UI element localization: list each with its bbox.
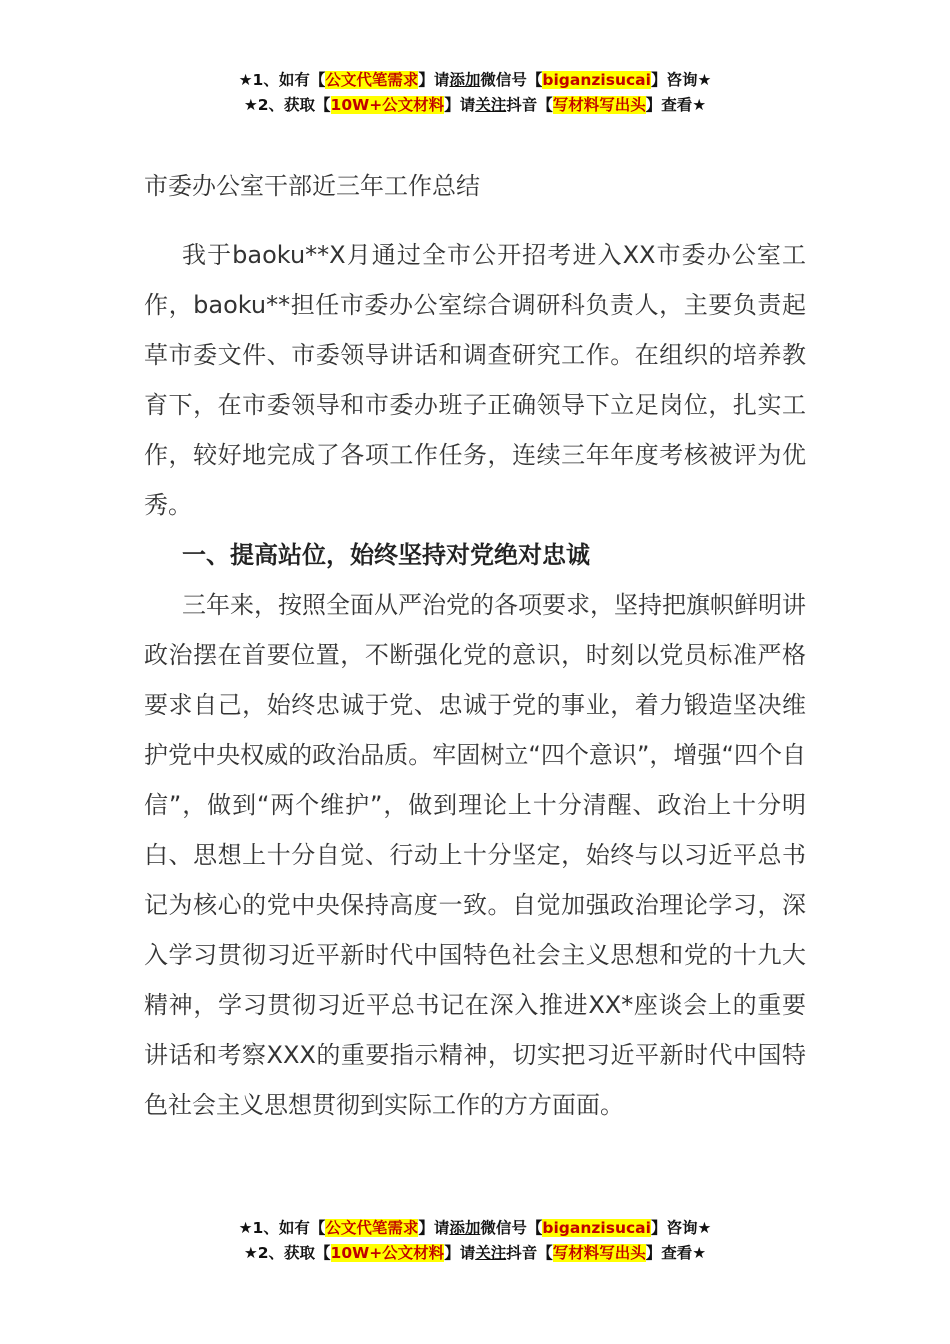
section-heading: 一、提高站位，始终坚持对党绝对忠诚 (182, 541, 590, 569)
banner-underline: 关注 (475, 96, 507, 114)
banner-text: ★1、如有【 (238, 1219, 326, 1237)
banner-line-1 (0, 68, 950, 93)
banner-highlight: 10W+公文材料 (330, 1244, 445, 1262)
footer-banner (0, 1216, 950, 1266)
banner-highlight: 10W+公文材料 (330, 96, 445, 114)
banner-text: 微信号【 (480, 71, 543, 89)
document-title: 市委办公室干部近三年工作总结 (144, 172, 480, 200)
banner-highlight: 写材料写出头 (552, 1244, 646, 1262)
banner-highlight: 公文代笔需求 (325, 71, 419, 89)
banner-highlight: biganzisucai (542, 71, 651, 89)
document-body (144, 230, 806, 1130)
banner-line-2 (0, 1241, 950, 1266)
banner-underline: 添加 (449, 71, 481, 89)
banner-line-1 (0, 1216, 950, 1241)
banner-underline: 添加 (449, 1219, 481, 1237)
banner-text: 抖音【 (506, 96, 553, 114)
banner-text: 】咨询★ (650, 71, 712, 89)
banner-text: ★2、获取【 (243, 96, 331, 114)
banner-text: 微信号【 (480, 1219, 543, 1237)
banner-text: 】请 (418, 71, 450, 89)
banner-text: 】咨询★ (650, 1219, 712, 1237)
paragraph-intro: 我于baoku**X月通过全市公开招考进入XX市委办公室工作，baoku**担任市委办公室综合调研科负责人，主要负责起草市委文件、市委领导讲话和调查研究工作。在组织的培养教育下，在市委领导和市委办班子正确领导下立足岗位，扎实工作，较好地完成了各项工作任务，连续三年年度考核被评为优秀。 (144, 241, 806, 519)
banner-text: 】请 (418, 1219, 450, 1237)
banner-line-2 (0, 93, 950, 118)
banner-highlight: 公文代笔需求 (325, 1219, 419, 1237)
banner-underline: 关注 (475, 1244, 507, 1262)
banner-highlight: 写材料写出头 (552, 96, 646, 114)
banner-text: 】请 (444, 96, 476, 114)
banner-text: 】查看★ (645, 96, 707, 114)
banner-highlight: biganzisucai (542, 1219, 651, 1237)
banner-text: ★1、如有【 (238, 71, 326, 89)
banner-text: 】请 (444, 1244, 476, 1262)
banner-text: 】查看★ (645, 1244, 707, 1262)
paragraph-section-1: 三年来，按照全面从严治党的各项要求，坚持把旗帜鲜明讲政治摆在首要位置，不断强化党的意识，时刻以党员标准严格要求自己，始终忠诚于党、忠诚于党的事业，着力锻造坚决维护党中央权威的政治品质。牢固树立“四个意识”，增强“四个自信”，做到“两个维护”，做到理论上十分清醒、政治上十分明白、思想上十分自觉、行动上十分坚定，始终与以习近平总书记为核心的党中央保持高度一致。自觉加强政治理论学习，深入学习贯彻习近平新时代中国特色社会主义思想和党的十九大精神，学习贯彻习近平总书记在深入推进XX*座谈会上的重要讲话和考察XXX的重要指示精神，切实把习近平新时代中国特色社会主义思想贯彻到实际工作的方方面面。 (144, 591, 806, 1119)
banner-text: 抖音【 (506, 1244, 553, 1262)
banner-text: ★2、获取【 (243, 1244, 331, 1262)
header-banner (0, 68, 950, 118)
